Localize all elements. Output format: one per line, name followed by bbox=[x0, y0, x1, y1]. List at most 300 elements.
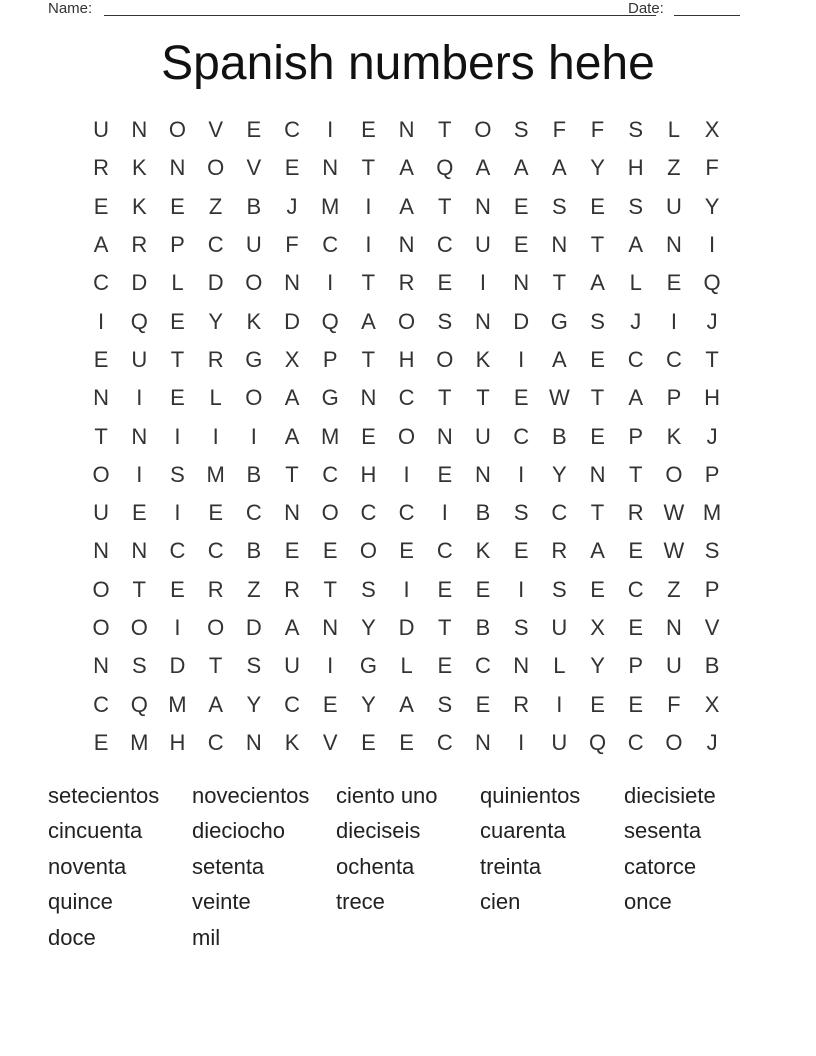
grid-letter[interactable]: O bbox=[665, 729, 683, 755]
grid-letter[interactable]: I bbox=[250, 423, 257, 449]
grid-letter[interactable]: T bbox=[552, 270, 567, 296]
grid-letter[interactable]: C bbox=[207, 232, 224, 258]
grid-letter[interactable]: N bbox=[322, 615, 339, 640]
grid-letter[interactable]: Q bbox=[130, 308, 148, 334]
grid-letter[interactable]: C bbox=[284, 117, 300, 143]
grid-letter[interactable]: N bbox=[475, 729, 491, 755]
grid-letter[interactable]: B bbox=[246, 538, 262, 564]
grid-letter[interactable]: O bbox=[245, 385, 263, 411]
grid-letter[interactable]: L bbox=[667, 117, 681, 143]
grid-letter[interactable]: K bbox=[131, 193, 147, 219]
grid-letter[interactable]: R bbox=[207, 576, 224, 602]
grid-letter[interactable]: B bbox=[246, 193, 262, 219]
grid-letter[interactable]: V bbox=[704, 615, 720, 640]
grid-letter[interactable]: F bbox=[285, 232, 299, 258]
grid-letter[interactable]: U bbox=[665, 193, 682, 219]
grid-letter[interactable]: O bbox=[398, 308, 416, 334]
grid-letter[interactable]: O bbox=[321, 500, 339, 526]
grid-letter[interactable]: I bbox=[174, 615, 181, 640]
grid-letter[interactable]: J bbox=[706, 423, 718, 449]
grid-letter[interactable]: O bbox=[436, 346, 454, 372]
grid-letter[interactable]: O bbox=[245, 270, 263, 296]
grid-letter[interactable]: P bbox=[170, 232, 185, 258]
grid-letter[interactable]: T bbox=[628, 461, 643, 487]
grid-letter[interactable]: P bbox=[704, 576, 720, 602]
grid-letter[interactable]: I bbox=[556, 691, 563, 717]
grid-letter[interactable]: E bbox=[590, 691, 605, 717]
grid-letter[interactable]: N bbox=[665, 615, 682, 640]
grid-letter[interactable]: I bbox=[365, 232, 372, 258]
grid-letter[interactable]: S bbox=[552, 193, 567, 219]
grid-letter[interactable]: C bbox=[207, 538, 224, 564]
grid-letter[interactable]: D bbox=[131, 270, 148, 296]
grid-letter[interactable]: C bbox=[627, 576, 644, 602]
grid-letter[interactable]: E bbox=[322, 538, 338, 564]
grid-letter[interactable]: O bbox=[359, 538, 377, 564]
grid-letter[interactable]: N bbox=[398, 232, 415, 258]
grid-letter[interactable]: N bbox=[551, 232, 568, 258]
grid-letter[interactable]: B bbox=[552, 423, 567, 449]
grid-letter[interactable]: N bbox=[131, 117, 148, 143]
grid-letter[interactable]: E bbox=[628, 691, 644, 717]
grid-letter[interactable]: G bbox=[321, 385, 339, 411]
grid-letter[interactable]: T bbox=[361, 270, 376, 296]
grid-letter[interactable]: N bbox=[589, 461, 606, 487]
grid-letter[interactable]: E bbox=[170, 308, 185, 334]
grid-letter[interactable]: F bbox=[705, 155, 719, 181]
grid-letter[interactable]: W bbox=[663, 538, 685, 564]
grid-letter[interactable]: E bbox=[93, 346, 109, 372]
grid-letter[interactable]: A bbox=[399, 193, 414, 219]
grid-letter[interactable]: E bbox=[475, 576, 491, 602]
grid-letter[interactable]: I bbox=[518, 461, 525, 487]
grid-letter[interactable]: C bbox=[93, 270, 110, 296]
grid-letter[interactable]: J bbox=[286, 193, 298, 219]
grid-letter[interactable]: S bbox=[437, 308, 453, 334]
grid-letter[interactable]: E bbox=[513, 232, 529, 258]
grid-letter[interactable]: E bbox=[628, 615, 644, 640]
grid-letter[interactable]: C bbox=[513, 423, 530, 449]
word-list-item: mil bbox=[192, 924, 221, 950]
name-blank-line[interactable] bbox=[104, 15, 656, 16]
grid-letter[interactable]: V bbox=[246, 155, 262, 181]
grid-letter[interactable]: T bbox=[132, 576, 146, 602]
grid-letter[interactable]: D bbox=[284, 308, 300, 334]
grid-letter[interactable]: O bbox=[665, 461, 683, 487]
grid-letter[interactable]: N bbox=[513, 270, 530, 296]
grid-letter[interactable]: N bbox=[475, 193, 491, 219]
grid-letter[interactable]: N bbox=[93, 385, 110, 411]
grid-letter[interactable]: E bbox=[93, 729, 109, 755]
grid-letter[interactable]: N bbox=[436, 423, 453, 449]
grid-letter[interactable]: H bbox=[627, 155, 644, 181]
grid-letter[interactable]: A bbox=[208, 691, 223, 717]
grid-letter[interactable]: Q bbox=[703, 270, 721, 296]
grid-letter[interactable]: E bbox=[284, 155, 300, 181]
grid-letter[interactable]: T bbox=[438, 117, 452, 143]
grid-letter[interactable]: C bbox=[627, 346, 644, 372]
grid-letter[interactable]: T bbox=[323, 576, 337, 602]
grid-letter[interactable]: R bbox=[398, 270, 415, 296]
grid-letter[interactable]: C bbox=[245, 500, 262, 526]
grid-letter[interactable]: A bbox=[284, 385, 300, 411]
grid-letter[interactable]: T bbox=[590, 385, 605, 411]
grid-letter[interactable]: O bbox=[474, 117, 492, 143]
grid-letter[interactable]: N bbox=[284, 500, 300, 526]
grid-letter[interactable]: I bbox=[212, 423, 219, 449]
grid-letter[interactable]: T bbox=[476, 385, 490, 411]
grid-letter[interactable]: W bbox=[663, 500, 685, 526]
grid-letter[interactable]: K bbox=[666, 423, 682, 449]
grid-letter[interactable]: Y bbox=[361, 691, 376, 717]
grid-letter[interactable]: I bbox=[403, 461, 410, 487]
grid-letter[interactable]: A bbox=[628, 232, 644, 258]
grid-letter[interactable]: E bbox=[284, 538, 300, 564]
grid-letter[interactable]: X bbox=[284, 346, 300, 372]
grid-letter[interactable]: I bbox=[98, 308, 105, 334]
grid-letter[interactable]: K bbox=[475, 346, 491, 372]
grid-letter[interactable]: N bbox=[245, 729, 262, 755]
grid-letter[interactable]: G bbox=[245, 346, 263, 372]
grid-letter[interactable]: S bbox=[704, 538, 720, 564]
date-blank-line[interactable] bbox=[674, 15, 740, 16]
grid-letter[interactable]: B bbox=[704, 653, 720, 679]
grid-letter[interactable]: L bbox=[209, 385, 222, 411]
grid-letter[interactable]: H bbox=[360, 461, 377, 487]
grid-letter[interactable]: E bbox=[590, 346, 605, 372]
grid-letter[interactable]: J bbox=[706, 729, 718, 755]
grid-letter[interactable]: J bbox=[630, 308, 642, 334]
grid-letter[interactable]: N bbox=[169, 155, 186, 181]
grid-letter[interactable]: D bbox=[513, 308, 530, 334]
grid-letter[interactable]: B bbox=[475, 615, 491, 640]
grid-letter[interactable]: A bbox=[399, 691, 414, 717]
grid-letter[interactable]: R bbox=[93, 155, 110, 181]
grid-letter[interactable]: L bbox=[400, 653, 413, 679]
grid-letter[interactable]: Y bbox=[704, 193, 720, 219]
grid-letter[interactable]: S bbox=[513, 615, 529, 640]
grid-letter[interactable]: B bbox=[246, 461, 262, 487]
grid-letter[interactable]: N bbox=[131, 423, 148, 449]
grid-letter[interactable]: S bbox=[628, 117, 644, 143]
grid-letter[interactable]: J bbox=[706, 308, 718, 334]
grid-letter[interactable]: M bbox=[321, 193, 340, 219]
grid-letter[interactable]: C bbox=[475, 653, 491, 679]
grid-letter[interactable]: T bbox=[170, 346, 185, 372]
grid-letter[interactable]: E bbox=[513, 538, 529, 564]
grid-letter[interactable]: O bbox=[207, 155, 225, 181]
grid-letter[interactable]: L bbox=[171, 270, 184, 296]
grid-letter[interactable]: S bbox=[513, 500, 529, 526]
word-list-item: quinientos bbox=[480, 783, 581, 808]
grid-letter[interactable]: Y bbox=[361, 615, 376, 640]
grid-letter[interactable]: Y bbox=[208, 308, 223, 334]
grid-letter[interactable]: Y bbox=[552, 461, 567, 487]
grid-letter[interactable]: A bbox=[284, 615, 300, 640]
grid-letter[interactable]: L bbox=[553, 653, 566, 679]
grid-letter[interactable]: H bbox=[704, 385, 721, 411]
grid-letter[interactable]: U bbox=[665, 653, 682, 679]
grid-letter[interactable]: C bbox=[207, 729, 224, 755]
grid-letter[interactable]: N bbox=[475, 461, 491, 487]
grid-letter[interactable]: N bbox=[513, 653, 530, 679]
grid-letter[interactable]: A bbox=[552, 346, 567, 372]
grid-letter[interactable]: F bbox=[552, 117, 567, 143]
grid-letter[interactable]: I bbox=[365, 193, 372, 219]
grid-letter[interactable]: T bbox=[438, 385, 452, 411]
grid-letter[interactable]: E bbox=[170, 193, 185, 219]
grid-letter[interactable]: R bbox=[627, 500, 644, 526]
grid-letter[interactable]: N bbox=[322, 155, 339, 181]
word-list-item: diecisiete bbox=[624, 783, 716, 808]
grid-letter[interactable]: E bbox=[437, 270, 453, 296]
grid-letter[interactable]: Y bbox=[590, 155, 605, 181]
grid-letter[interactable]: E bbox=[513, 193, 529, 219]
grid-letter[interactable]: T bbox=[438, 615, 452, 640]
grid-letter[interactable]: T bbox=[361, 346, 376, 372]
grid-letter[interactable]: E bbox=[399, 538, 414, 564]
grid-letter[interactable]: C bbox=[665, 346, 682, 372]
grid-letter[interactable]: R bbox=[207, 346, 224, 372]
grid-letter[interactable]: E bbox=[131, 500, 147, 526]
grid-letter[interactable]: A bbox=[590, 538, 605, 564]
grid-letter[interactable]: T bbox=[285, 461, 299, 487]
grid-letter[interactable]: A bbox=[361, 308, 376, 334]
grid-letter[interactable]: L bbox=[629, 270, 642, 296]
grid-letter[interactable]: N bbox=[360, 385, 377, 411]
grid-letter[interactable]: E bbox=[170, 385, 185, 411]
grid-letter[interactable]: E bbox=[590, 193, 605, 219]
grid-letter[interactable]: R bbox=[551, 538, 568, 564]
grid-letter[interactable]: T bbox=[208, 653, 223, 679]
grid-letter[interactable]: C bbox=[360, 500, 377, 526]
grid-letter[interactable]: H bbox=[169, 729, 186, 755]
grid-letter[interactable]: A bbox=[628, 385, 644, 411]
grid-letter[interactable]: C bbox=[322, 461, 339, 487]
grid-letter[interactable]: V bbox=[322, 729, 338, 755]
grid-letter[interactable]: X bbox=[590, 615, 605, 640]
grid-letter[interactable]: H bbox=[398, 346, 415, 372]
grid-letter[interactable]: C bbox=[398, 385, 415, 411]
grid-letter[interactable]: C bbox=[627, 729, 644, 755]
grid-letter[interactable]: I bbox=[327, 270, 334, 296]
grid-letter[interactable]: E bbox=[628, 538, 644, 564]
grid-letter[interactable]: S bbox=[590, 308, 605, 334]
grid-letter[interactable]: N bbox=[93, 653, 110, 679]
grid-letter[interactable]: Y bbox=[246, 691, 262, 717]
grid-letter[interactable]: U bbox=[475, 423, 491, 449]
grid-letter[interactable]: E bbox=[437, 461, 453, 487]
grid-letter[interactable]: S bbox=[552, 576, 567, 602]
grid-letter[interactable]: A bbox=[513, 155, 529, 181]
grid-letter[interactable]: R bbox=[513, 691, 530, 717]
grid-letter[interactable]: U bbox=[93, 500, 110, 526]
grid-letter[interactable]: E bbox=[590, 576, 605, 602]
grid-letter[interactable]: I bbox=[518, 729, 525, 755]
grid-letter[interactable]: P bbox=[666, 385, 682, 411]
grid-letter[interactable]: Z bbox=[667, 155, 681, 181]
grid-letter[interactable]: O bbox=[92, 615, 110, 640]
grid-letter[interactable]: A bbox=[399, 155, 414, 181]
grid-letter[interactable]: W bbox=[548, 385, 570, 411]
grid-letter[interactable]: U bbox=[131, 346, 148, 372]
grid-letter[interactable]: C bbox=[169, 538, 186, 564]
grid-letter[interactable]: E bbox=[437, 576, 453, 602]
grid-letter[interactable]: O bbox=[168, 117, 187, 143]
grid-letter[interactable]: O bbox=[92, 461, 110, 487]
grid-letter[interactable]: M bbox=[702, 500, 722, 526]
grid-letter[interactable]: E bbox=[399, 729, 414, 755]
grid-letter[interactable]: X bbox=[704, 117, 720, 143]
grid-letter[interactable]: N bbox=[665, 232, 682, 258]
grid-letter[interactable]: T bbox=[590, 500, 605, 526]
grid-letter[interactable]: C bbox=[436, 729, 453, 755]
grid-letter[interactable]: K bbox=[284, 729, 300, 755]
grid-letter[interactable]: C bbox=[322, 232, 339, 258]
grid-letter[interactable]: R bbox=[284, 576, 300, 602]
grid-letter[interactable]: A bbox=[590, 270, 605, 296]
grid-letter[interactable]: T bbox=[94, 423, 108, 449]
grid-letter[interactable]: I bbox=[136, 461, 143, 487]
grid-letter[interactable]: A bbox=[93, 232, 109, 258]
grid-letter[interactable]: S bbox=[246, 653, 262, 679]
grid-letter[interactable]: N bbox=[475, 308, 491, 334]
grid-letter[interactable]: I bbox=[518, 576, 525, 602]
grid-letter[interactable]: E bbox=[361, 729, 376, 755]
grid-letter[interactable]: G bbox=[359, 653, 377, 679]
word-list-item: setenta bbox=[192, 853, 265, 879]
grid-letter[interactable]: E bbox=[590, 423, 605, 449]
grid-letter[interactable]: K bbox=[475, 538, 491, 564]
grid-letter[interactable]: D bbox=[245, 615, 262, 640]
grid-letter[interactable]: Z bbox=[208, 193, 223, 219]
grid-letter[interactable]: C bbox=[551, 500, 568, 526]
grid-letter[interactable]: E bbox=[170, 576, 185, 602]
grid-letter[interactable]: C bbox=[436, 232, 453, 258]
grid-letter[interactable]: I bbox=[174, 423, 181, 449]
grid-letter[interactable]: Y bbox=[590, 653, 605, 679]
grid-letter[interactable]: U bbox=[245, 232, 262, 258]
grid-letter[interactable]: E bbox=[361, 117, 376, 143]
grid-letter[interactable]: C bbox=[93, 691, 110, 717]
grid-letter[interactable]: F bbox=[590, 117, 605, 143]
grid-letter[interactable]: T bbox=[705, 346, 719, 372]
grid-letter[interactable]: Q bbox=[321, 308, 339, 334]
grid-letter[interactable]: I bbox=[136, 385, 143, 411]
grid-letter[interactable]: O bbox=[130, 615, 148, 640]
grid-letter[interactable]: M bbox=[206, 461, 225, 487]
grid-letter[interactable]: X bbox=[704, 691, 720, 717]
grid-letter[interactable]: E bbox=[361, 423, 376, 449]
grid-letter[interactable]: S bbox=[170, 461, 185, 487]
grid-letter[interactable]: O bbox=[92, 576, 110, 602]
grid-letter[interactable]: I bbox=[403, 576, 410, 602]
grid-letter[interactable]: A bbox=[552, 155, 567, 181]
grid-letter[interactable]: O bbox=[398, 423, 416, 449]
grid-letter[interactable]: U bbox=[93, 117, 110, 143]
grid-letter[interactable]: E bbox=[246, 117, 262, 143]
grid-letter[interactable]: I bbox=[479, 270, 487, 296]
grid-letter[interactable]: E bbox=[513, 385, 529, 411]
grid-letter[interactable]: P bbox=[322, 346, 338, 372]
grid-letter[interactable]: E bbox=[322, 691, 338, 717]
grid-letter[interactable]: T bbox=[361, 155, 376, 181]
grid-letter[interactable]: I bbox=[174, 500, 181, 526]
header-row bbox=[48, 0, 740, 20]
grid-letter[interactable]: R bbox=[131, 232, 148, 258]
grid-letter[interactable]: M bbox=[168, 691, 187, 717]
grid-letter[interactable]: D bbox=[207, 270, 224, 296]
grid-letter[interactable]: T bbox=[438, 193, 452, 219]
grid-letter[interactable]: F bbox=[667, 691, 681, 717]
grid-letter[interactable]: Z bbox=[247, 576, 261, 602]
grid-letter[interactable]: C bbox=[284, 691, 300, 717]
grid-letter[interactable]: B bbox=[475, 500, 491, 526]
grid-letter[interactable]: M bbox=[130, 729, 149, 755]
grid-letter[interactable]: U bbox=[551, 729, 568, 755]
grid-letter[interactable]: D bbox=[169, 653, 186, 679]
grid-letter[interactable]: C bbox=[398, 500, 415, 526]
grid-letter[interactable]: E bbox=[475, 691, 491, 717]
grid-letter[interactable]: S bbox=[131, 653, 147, 679]
grid-letter[interactable]: I bbox=[518, 346, 525, 372]
grid-letter[interactable]: P bbox=[628, 423, 644, 449]
grid-letter[interactable]: O bbox=[207, 615, 225, 640]
grid-letter[interactable]: N bbox=[284, 270, 300, 296]
grid-letter[interactable]: I bbox=[441, 500, 448, 526]
grid-letter[interactable]: U bbox=[551, 615, 568, 640]
grid-letter[interactable]: I bbox=[327, 117, 334, 143]
grid-letter[interactable]: C bbox=[436, 538, 453, 564]
grid-letter[interactable]: U bbox=[475, 232, 491, 258]
grid-letter[interactable]: S bbox=[513, 117, 529, 143]
grid-letter[interactable]: K bbox=[246, 308, 262, 334]
grid-letter[interactable]: A bbox=[475, 155, 491, 181]
grid-letter[interactable]: G bbox=[550, 308, 568, 334]
grid-letter[interactable]: U bbox=[284, 653, 300, 679]
grid-letter[interactable]: E bbox=[93, 193, 109, 219]
grid-letter[interactable]: I bbox=[327, 653, 334, 679]
word-list-item: setecientos bbox=[48, 783, 160, 808]
word-list-item: doce bbox=[48, 924, 96, 950]
grid-letter[interactable]: I bbox=[709, 232, 716, 258]
grid-letter[interactable]: Q bbox=[130, 691, 148, 717]
grid-letter[interactable]: Q bbox=[588, 729, 607, 755]
grid-letter[interactable]: P bbox=[628, 653, 644, 679]
grid-letter[interactable]: Z bbox=[667, 576, 681, 602]
grid-letter[interactable]: K bbox=[131, 155, 147, 181]
grid-letter[interactable]: S bbox=[437, 691, 453, 717]
grid-letter[interactable]: N bbox=[131, 538, 148, 564]
grid-letter[interactable]: P bbox=[704, 461, 720, 487]
grid-letter[interactable]: N bbox=[93, 538, 110, 564]
grid-letter[interactable]: A bbox=[284, 423, 300, 449]
grid-letter[interactable]: E bbox=[208, 500, 223, 526]
grid-letter[interactable]: I bbox=[670, 308, 677, 334]
grid-letter[interactable]: E bbox=[666, 270, 682, 296]
grid-letter[interactable]: N bbox=[398, 117, 415, 143]
grid-letter[interactable]: D bbox=[398, 615, 415, 640]
grid-letter[interactable]: Q bbox=[436, 155, 454, 181]
grid-letter[interactable]: T bbox=[590, 232, 605, 258]
grid-letter[interactable]: V bbox=[208, 117, 223, 143]
grid-letter[interactable]: M bbox=[321, 423, 340, 449]
grid-letter[interactable]: S bbox=[361, 576, 376, 602]
grid-letter[interactable]: S bbox=[628, 193, 644, 219]
word-list-item: noventa bbox=[48, 853, 127, 879]
date-label: Date: bbox=[628, 0, 664, 17]
grid-letter[interactable]: E bbox=[437, 653, 453, 679]
